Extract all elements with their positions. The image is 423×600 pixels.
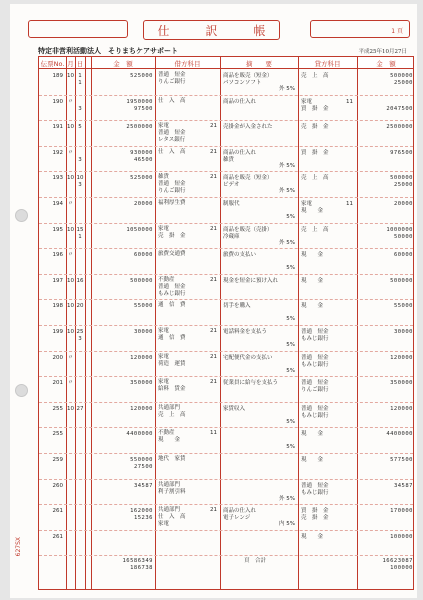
summary-text: 冷蔵庫 — [223, 233, 240, 240]
entry-day: 10 — [76, 175, 84, 182]
credit-amount: 120000 — [390, 405, 413, 412]
debit-account: 家電 — [158, 328, 170, 334]
credit-amount: 2500000 — [386, 124, 413, 131]
voucher-no: 201 — [52, 380, 63, 387]
header-credit-account: 貸方科目 — [314, 59, 341, 68]
entry-day: 15 — [76, 226, 84, 233]
entry-month: 〃 — [67, 201, 74, 207]
entry-month: 〃 — [67, 98, 74, 105]
row-divider — [39, 274, 413, 275]
credit-code: 11 — [346, 201, 353, 207]
voucher-no: 200 — [52, 354, 63, 361]
summary-text: 商品の仕入れ — [223, 149, 257, 156]
credit-account: 現 金 — [301, 457, 324, 463]
debit-amount: 27500 — [133, 464, 153, 470]
summary-text: 現金を短金に預け入れ — [223, 277, 279, 284]
entry-month: 10 — [67, 226, 74, 233]
credit-account: 買 掛 金 — [301, 508, 329, 515]
credit-account: 現 金 — [301, 208, 324, 214]
tax-rate: 5% — [286, 265, 295, 272]
row-divider — [39, 299, 413, 300]
entry-month: 〃 — [67, 252, 74, 259]
debit-amount: 525000 — [130, 175, 153, 182]
entry-month: 〃 — [67, 380, 74, 387]
voucher-no: 199 — [52, 329, 63, 335]
entry-month: 〃 — [67, 149, 74, 156]
debit-amount: 525000 — [130, 73, 153, 79]
binder-hole — [15, 384, 28, 397]
tax-rate: 外 5% — [279, 162, 295, 169]
entry-subnum: 3 — [78, 156, 82, 163]
voucher-no: 190 — [52, 98, 63, 105]
summary-text: 商品の仕入れ — [223, 98, 257, 105]
credit-account: りんご銀行 — [301, 387, 329, 394]
credit-amount: 25000 — [393, 182, 413, 189]
credit-amount: 1000000 — [386, 226, 413, 233]
credit-amount: 100000 — [390, 533, 413, 540]
entry-day: 5 — [78, 124, 82, 131]
credit-account: 普通 短金 — [301, 482, 329, 489]
entry-month: 10 — [67, 277, 74, 284]
debit-amount: 930000 — [130, 149, 153, 156]
credit-amount: 55000 — [393, 303, 413, 310]
credit-account: もみじ銀行 — [301, 336, 329, 342]
debit-account: 仕 入 高 — [158, 148, 186, 155]
credit-amount: 30000 — [393, 329, 413, 335]
summary-text: 商品を販売（売掛） — [223, 226, 273, 233]
row-divider — [39, 197, 413, 198]
row-divider — [39, 376, 413, 377]
debit-account: もみじ銀行 — [158, 290, 186, 297]
summary-text: 旅費の支払い — [223, 252, 257, 259]
debit-account: 仕 入 高 — [158, 97, 186, 104]
voucher-no: 196 — [52, 252, 63, 259]
voucher-no: 192 — [52, 149, 63, 156]
summary-text: 売掛金が入金された — [223, 124, 273, 131]
credit-account: 売 上 高 — [301, 73, 329, 79]
debit-account: りんご銀行 — [158, 188, 186, 195]
total-credit: 100000 — [390, 565, 413, 572]
summary-text: ビデオ — [223, 182, 240, 189]
tax-rate: 5% — [286, 316, 295, 323]
journal-date: 平成25年10月27日 — [358, 49, 407, 55]
entry-month: 10 — [67, 405, 74, 412]
voucher-no: 189 — [52, 73, 63, 79]
summary-text: パソコンソフト — [223, 80, 262, 86]
debit-account: 家電 — [158, 521, 170, 528]
credit-amount: 60000 — [393, 252, 413, 259]
header-day: 日 — [76, 59, 84, 68]
debit-amount: 350000 — [130, 380, 153, 387]
credit-code: 11 — [346, 98, 353, 105]
row-divider — [39, 530, 413, 531]
credit-amount: 577500 — [390, 457, 413, 463]
debit-amount: 4400000 — [126, 431, 153, 438]
voucher-no: 193 — [52, 175, 63, 182]
debit-account: 福利厚生費 — [158, 200, 186, 206]
row-divider — [39, 402, 413, 403]
row-divider — [39, 555, 413, 556]
entry-subnum: 3 — [78, 182, 82, 189]
debit-account: 不動産 — [158, 276, 175, 283]
journal-page — [10, 4, 417, 598]
header-debit-account: 借方科目 — [174, 59, 201, 68]
credit-account: 買 掛 金 — [301, 149, 329, 156]
tax-rate: 外 5% — [279, 188, 295, 195]
summary-text: 電子レンジ — [223, 515, 251, 522]
entry-month: 10 — [67, 124, 74, 131]
row-divider — [39, 325, 413, 326]
row-divider — [39, 248, 413, 249]
entry-subnum: 1 — [78, 80, 82, 86]
entry-month: 10 — [67, 329, 74, 335]
voucher-no: 255 — [52, 431, 63, 438]
row-divider — [39, 351, 413, 352]
summary-text: 商品を販売（短金） — [223, 175, 273, 182]
debit-amount: 30000 — [133, 329, 153, 335]
debit-account: 給料 賃金 — [158, 386, 186, 393]
tax-rate: 5% — [286, 367, 295, 374]
debit-code: 11 — [210, 430, 217, 437]
company-name: 特定非営利活動法人 そりまちケアサポート — [38, 47, 178, 55]
debit-amount: 97500 — [133, 105, 153, 112]
credit-amount: 4400000 — [386, 431, 413, 438]
debit-account: 売 上 高 — [158, 411, 186, 418]
credit-account: 家電 — [301, 201, 313, 207]
credit-amount: 20000 — [393, 201, 413, 207]
debit-amount: 1950000 — [126, 98, 153, 105]
entry-day: 1 — [78, 73, 82, 79]
credit-amount: 34587 — [393, 482, 413, 489]
page-number: 1 頁 — [310, 20, 410, 38]
tax-rate: 外 5% — [279, 239, 295, 246]
debit-code: 21 — [210, 379, 217, 386]
credit-account: もみじ銀行 — [301, 361, 329, 368]
debit-code: 21 — [210, 123, 217, 130]
voucher-no: 195 — [52, 226, 63, 233]
debit-account: 現 金 — [158, 437, 181, 444]
debit-amount: 162000 — [130, 508, 153, 515]
debit-account: 普通 短金 — [158, 283, 186, 290]
row-divider — [39, 223, 413, 224]
debit-code: 21 — [210, 276, 217, 283]
debit-amount: 55000 — [133, 303, 153, 310]
credit-account: 家電 — [301, 98, 313, 105]
row-divider — [39, 171, 413, 172]
summary-text: 従業員に給与を支払う — [223, 380, 279, 387]
debit-amount: 20000 — [133, 201, 153, 207]
summary-text: 電話料金を支払う — [223, 329, 268, 335]
voucher-no: 261 — [52, 533, 63, 540]
credit-amount: 500000 — [390, 277, 413, 284]
debit-account: 共通部門 — [158, 507, 181, 514]
debit-account: 地代 家賃 — [158, 456, 186, 462]
entry-month: 〃 — [67, 354, 74, 361]
debit-account: レタス銀行 — [158, 137, 186, 144]
credit-account: 普通 短金 — [301, 354, 329, 361]
voucher-no: 194 — [52, 201, 63, 207]
debit-account: 雑貨 — [158, 174, 170, 181]
total-debit: 16586349 — [122, 558, 153, 565]
entry-month: 10 — [67, 303, 74, 310]
summary-text: 切手を購入 — [223, 303, 251, 310]
credit-amount: 25000 — [393, 80, 413, 86]
credit-amount: 120000 — [390, 354, 413, 361]
row-divider — [39, 504, 413, 505]
row-divider — [39, 95, 413, 96]
header-summary: 摘 要 — [246, 59, 272, 68]
credit-account: 買 掛 金 — [301, 105, 329, 112]
row-divider — [39, 120, 413, 121]
debit-amount: 500000 — [130, 277, 153, 284]
header-voucher-no: 伝票No. — [40, 59, 65, 68]
credit-amount: 2047500 — [386, 105, 413, 112]
form-code: 627SX — [15, 537, 22, 557]
summary-text: 商品を販売（短金） — [223, 73, 273, 79]
credit-amount: 500000 — [390, 73, 413, 79]
debit-account: 荷造 運賃 — [158, 360, 186, 367]
journal-table — [38, 56, 414, 590]
debit-code: 21 — [210, 174, 217, 181]
entry-day: 27 — [76, 405, 84, 412]
credit-account: 売 上 高 — [301, 226, 329, 233]
credit-account: 売 上 高 — [301, 175, 329, 182]
debit-amount: 120000 — [130, 405, 153, 412]
debit-amount: 46500 — [133, 156, 153, 163]
debit-account: 通 信 費 — [158, 302, 186, 309]
debit-account: 家電 — [158, 123, 170, 130]
debit-code: 21 — [210, 328, 217, 334]
voucher-no: 259 — [52, 457, 63, 463]
credit-account: 売 掛 金 — [301, 124, 329, 131]
voucher-no: 255 — [52, 405, 63, 412]
debit-account: 旅費交通費 — [158, 251, 186, 258]
debit-amount: 34587 — [133, 482, 153, 489]
header-debit-amount: 金 額 — [113, 59, 133, 68]
credit-amount: 170000 — [390, 508, 413, 515]
credit-amount: 976500 — [390, 149, 413, 156]
credit-account: 売 掛 金 — [301, 515, 329, 522]
entry-day: 16 — [76, 277, 84, 284]
total-label: 頁 合計 — [244, 558, 267, 565]
debit-amount: 15236 — [133, 515, 153, 522]
credit-account: 現 金 — [301, 303, 324, 310]
debit-account: 共通部門 — [158, 404, 181, 411]
total-debit: 186738 — [130, 565, 153, 572]
debit-account: 家電 — [158, 225, 170, 232]
tax-rate: 外 5% — [279, 86, 295, 92]
row-divider — [39, 146, 413, 147]
entry-subnum: 1 — [78, 233, 82, 240]
summary-text: 商品の仕入れ — [223, 508, 257, 515]
total-credit: 16623087 — [382, 558, 413, 565]
debit-amount: 1050000 — [126, 226, 153, 233]
tax-rate: 外 5% — [279, 495, 295, 502]
debit-account: 家電 — [158, 379, 170, 386]
debit-account: 利子割引料 — [158, 488, 186, 495]
credit-account: もみじ銀行 — [301, 412, 329, 419]
debit-account: 普通 短金 — [158, 130, 186, 137]
voucher-no: 198 — [52, 303, 63, 310]
credit-account: もみじ銀行 — [301, 489, 329, 496]
voucher-no: 197 — [52, 277, 63, 284]
row-divider — [39, 453, 413, 454]
tax-rate: 5% — [286, 342, 295, 348]
debit-account: 不動産 — [158, 430, 175, 437]
entry-month: 10 — [67, 175, 74, 182]
header-left-box — [28, 20, 128, 38]
debit-code: 21 — [210, 353, 217, 360]
debit-code: 21 — [210, 148, 217, 155]
entry-day: 25 — [76, 329, 84, 335]
debit-account: 仕 入 高 — [158, 514, 186, 521]
summary-text: 宅配便代金の支払い — [223, 354, 273, 361]
credit-account: 現 金 — [301, 431, 324, 438]
debit-account: 共通部門 — [158, 481, 181, 488]
debit-account: 通 信 費 — [158, 335, 186, 341]
summary-text: 雑貨 — [223, 156, 235, 163]
credit-account: 普通 短金 — [301, 380, 329, 387]
binder-hole — [15, 209, 28, 222]
entry-subnum: 3 — [78, 105, 82, 112]
credit-account: 現 金 — [301, 277, 324, 284]
debit-account: 普通 短金 — [158, 181, 186, 188]
voucher-no: 261 — [52, 508, 63, 515]
tax-rate: 5% — [286, 418, 295, 425]
debit-amount: 120000 — [130, 354, 153, 361]
voucher-no: 260 — [52, 482, 63, 489]
credit-amount: 350000 — [390, 380, 413, 387]
tax-rate: 5% — [286, 444, 295, 451]
debit-account: りんご銀行 — [158, 79, 186, 85]
credit-amount: 500000 — [390, 175, 413, 182]
credit-account: 普通 短金 — [301, 329, 329, 335]
page-title: 仕 訳 帳 — [143, 20, 280, 40]
header-month: 月 — [67, 59, 74, 68]
entry-day: 20 — [76, 303, 84, 310]
voucher-no: 191 — [52, 124, 63, 131]
summary-text: 制服代 — [223, 201, 240, 207]
debit-code: 21 — [210, 225, 217, 232]
credit-amount: 50000 — [393, 233, 413, 240]
entry-month: 10 — [67, 73, 74, 79]
credit-account: 現 金 — [301, 533, 324, 540]
row-divider — [39, 479, 413, 480]
entry-subnum: 3 — [78, 336, 82, 342]
debit-amount: 550000 — [130, 457, 153, 463]
debit-account: 家電 — [158, 353, 170, 360]
tax-rate: 5% — [286, 214, 295, 220]
debit-account: 売 掛 金 — [158, 232, 186, 239]
credit-account: 普通 短金 — [301, 405, 329, 412]
debit-code: 21 — [210, 507, 217, 514]
debit-account: 普通 短金 — [158, 72, 186, 78]
row-divider — [39, 427, 413, 428]
debit-amount: 60000 — [133, 252, 153, 259]
debit-amount: 2500000 — [126, 124, 153, 131]
summary-text: 家賃収入 — [223, 405, 246, 412]
credit-account: 現 金 — [301, 252, 324, 259]
tax-rate: 内 5% — [279, 521, 295, 528]
header-credit-amount: 金 額 — [376, 59, 396, 68]
